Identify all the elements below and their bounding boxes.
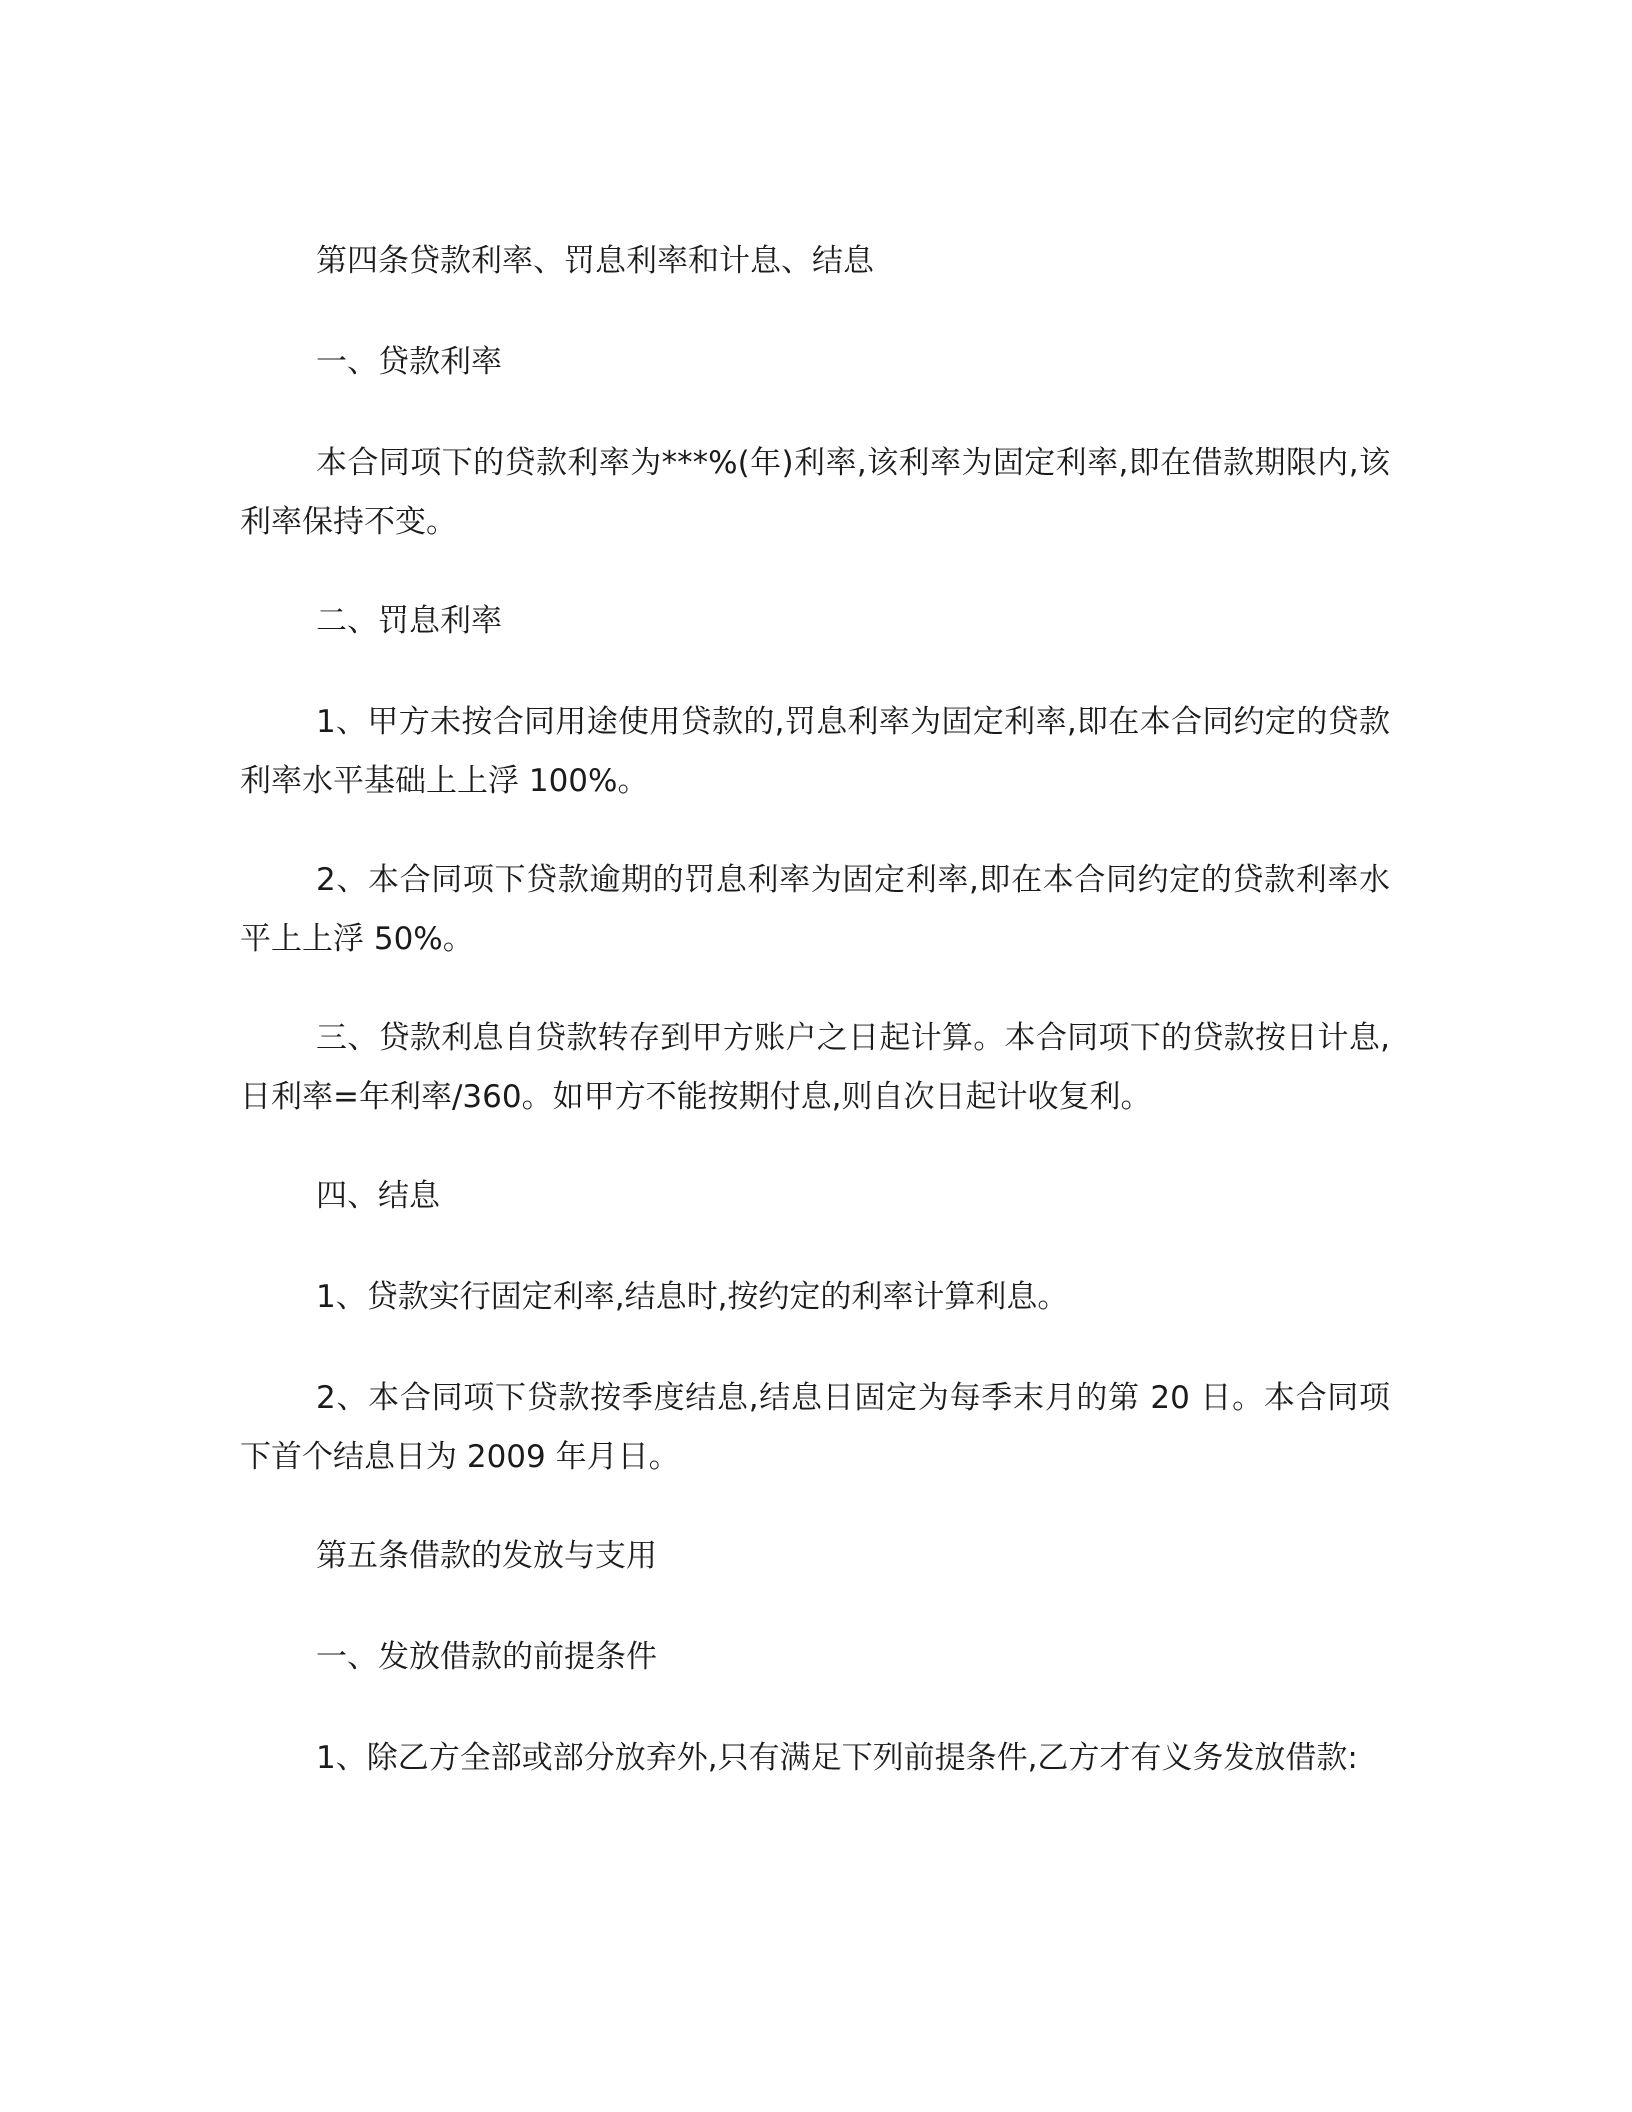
loan-interest-rate-paragraph: 本合同项下的贷款利率为***%(年)利率,该利率为固定利率,即在借款期限内,该利率保持不变。: [240, 445, 1390, 540]
document-body: [240, 232, 1390, 1830]
penalty-rate-clause-2: 2、本合同项下贷款逾期的罚息利率为固定利率,即在本合同约定的贷款利率水平上上浮 50%。: [240, 862, 1390, 957]
settlement-clause-1: 1、贷款实行固定利率,结息时,按约定的利率计算利息。: [316, 1279, 1069, 1315]
section-loan-interest-rate-heading: 一、贷款利率: [316, 344, 502, 380]
interest-calculation-paragraph: 三、贷款利息自贷款转存到甲方账户之日起计算。本合同项下的贷款按日计息,日利率=年利率/360。如甲方不能按期付息,则自次日起计收复利。: [240, 1020, 1390, 1115]
preconditions-clause-1: 1、除乙方全部或部分放弃外,只有满足下列前提条件,乙方才有义务发放借款:: [316, 1740, 1358, 1776]
settlement-clause-2: 2、本合同项下贷款按季度结息,结息日固定为每季末月的第 20 日。本合同项下首个结息日为 2009 年月日。: [240, 1380, 1390, 1475]
section-preconditions-heading: 一、发放借款的前提条件: [316, 1639, 657, 1675]
article-four-heading: 第四条贷款利率、罚息利率和计息、结息: [316, 243, 874, 279]
article-five-heading: 第五条借款的发放与支用: [316, 1538, 657, 1574]
penalty-rate-clause-1: 1、甲方未按合同用途使用贷款的,罚息利率为固定利率,即在本合同约定的贷款利率水平基础上上浮 100%。: [240, 704, 1390, 799]
section-penalty-rate-heading: 二、罚息利率: [316, 603, 502, 639]
section-settlement-heading: 四、结息: [316, 1178, 440, 1214]
